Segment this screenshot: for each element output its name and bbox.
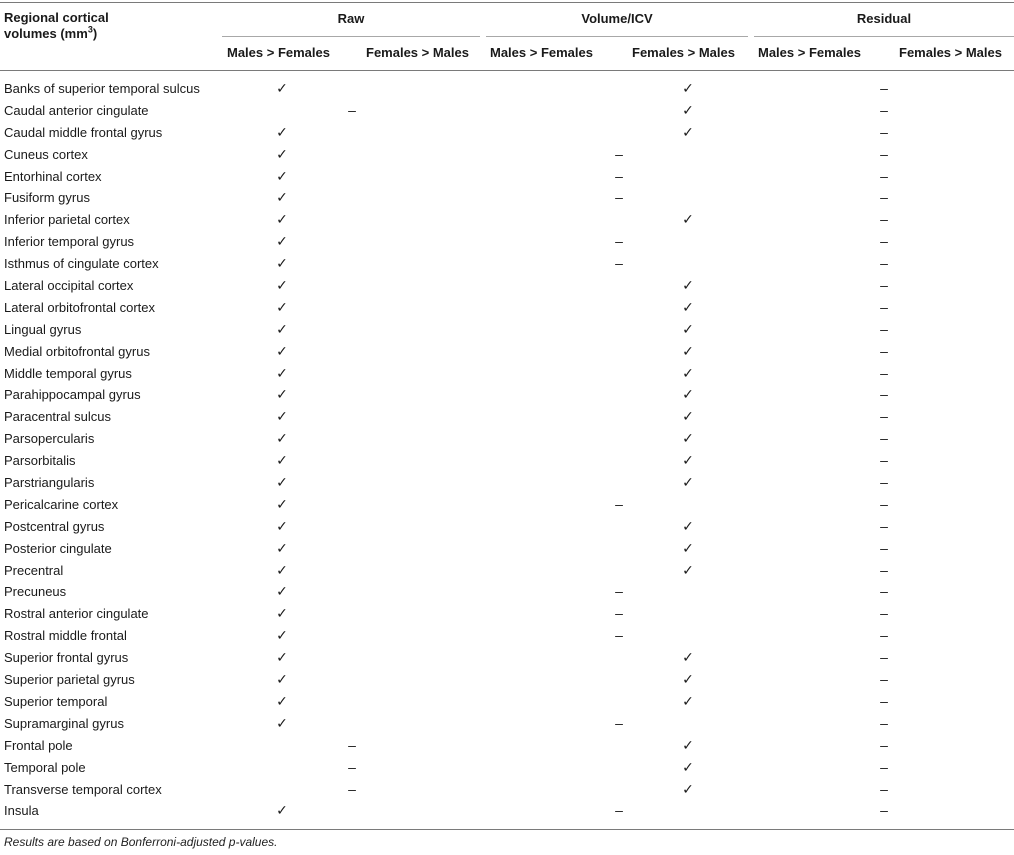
table-row: [0, 428, 1014, 450]
residual-mark: –: [880, 123, 888, 140]
row-label: Superior frontal gyrus: [4, 650, 129, 666]
table-row: [0, 713, 1014, 735]
raw-mark: ✓: [276, 255, 288, 272]
residual-mark: –: [880, 145, 888, 162]
row-label: Transverse temporal cortex: [4, 781, 162, 797]
raw-mark: ✓: [276, 649, 288, 666]
icv-mark: ✓: [682, 649, 694, 666]
icv-mark: –: [615, 233, 623, 250]
icv-mark: ✓: [682, 342, 694, 359]
residual-mark: –: [880, 802, 888, 819]
residual-mark: –: [880, 649, 888, 666]
icv-mark: ✓: [682, 101, 694, 118]
group-rule-residual: [754, 36, 1014, 37]
residual-mark: –: [880, 430, 888, 447]
raw-mark: ✓: [276, 605, 288, 622]
table-row: [0, 647, 1014, 669]
icv-mark: ✓: [682, 320, 694, 337]
icv-mark: ✓: [682, 671, 694, 688]
table-row: [0, 166, 1014, 188]
raw-mark: ✓: [276, 714, 288, 731]
residual-mark: –: [880, 780, 888, 797]
raw-mark: –: [348, 758, 356, 775]
icv-mark: ✓: [682, 561, 694, 578]
icv-mark: ✓: [682, 123, 694, 140]
residual-mark: –: [880, 474, 888, 491]
table-row: [0, 538, 1014, 560]
row-label: Inferior parietal cortex: [4, 212, 130, 228]
group-rule-raw: [222, 36, 480, 37]
table-row: [0, 516, 1014, 538]
row-label: Lateral orbitofrontal cortex: [4, 299, 156, 315]
raw-mark: ✓: [276, 583, 288, 600]
residual-mark: –: [880, 495, 888, 512]
raw-mark: ✓: [276, 517, 288, 534]
icv-mark: –: [615, 583, 623, 600]
raw-mark: –: [348, 736, 356, 753]
row-label: Cuneus cortex: [4, 146, 88, 162]
subheader-raw-females: Females > Males: [366, 45, 469, 60]
row-label-header-close: ): [92, 26, 98, 41]
icv-mark: ✓: [682, 408, 694, 425]
subheader-residual-males: Males > Females: [758, 45, 861, 60]
icv-mark: ✓: [682, 386, 694, 403]
row-label: Inferior temporal gyrus: [4, 234, 135, 250]
table-row: [0, 625, 1014, 647]
table-row: [0, 275, 1014, 297]
subheader-raw-males: Males > Females: [227, 45, 330, 60]
row-label: Superior parietal gyrus: [4, 672, 135, 688]
residual-mark: –: [880, 386, 888, 403]
residual-mark: –: [880, 517, 888, 534]
row-label: Precentral: [4, 562, 64, 578]
icv-mark: ✓: [682, 80, 694, 96]
raw-mark: ✓: [276, 539, 288, 556]
raw-mark: ✓: [276, 561, 288, 578]
residual-mark: –: [880, 189, 888, 206]
icv-mark: –: [615, 714, 623, 731]
icv-mark: ✓: [682, 736, 694, 753]
icv-mark: –: [615, 145, 623, 162]
residual-mark: –: [880, 452, 888, 469]
icv-mark: ✓: [682, 474, 694, 491]
raw-mark: –: [348, 101, 356, 118]
row-label: Parstriangularis: [4, 475, 95, 491]
row-label: Rostral middle frontal: [4, 628, 127, 644]
icv-mark: ✓: [682, 758, 694, 775]
raw-mark: –: [348, 780, 356, 797]
icv-mark: ✓: [682, 211, 694, 228]
raw-mark: ✓: [276, 430, 288, 447]
icv-mark: –: [615, 189, 623, 206]
raw-mark: ✓: [276, 386, 288, 403]
icv-mark: ✓: [682, 298, 694, 315]
residual-mark: –: [880, 255, 888, 272]
row-label: Supramarginal gyrus: [4, 715, 124, 731]
row-label: Caudal middle frontal gyrus: [4, 124, 163, 140]
table-row: [0, 187, 1014, 209]
group-header-volume-icv: Volume/ICV: [581, 11, 653, 26]
residual-mark: –: [880, 583, 888, 600]
table-row: [0, 472, 1014, 494]
group-header-residual: Residual: [856, 11, 912, 26]
raw-mark: ✓: [276, 233, 288, 250]
residual-mark: –: [880, 167, 888, 184]
row-label: Paracentral sulcus: [4, 409, 111, 425]
residual-mark: –: [880, 692, 888, 709]
raw-mark: ✓: [276, 277, 288, 294]
table-row: [0, 779, 1014, 801]
row-label: Entorhinal cortex: [4, 168, 102, 184]
table-row: [0, 800, 1014, 822]
raw-mark: ✓: [276, 692, 288, 709]
icv-mark: –: [615, 627, 623, 644]
residual-mark: –: [880, 605, 888, 622]
table-top-rule: [0, 2, 1014, 3]
icv-mark: ✓: [682, 780, 694, 797]
row-label: Lingual gyrus: [4, 321, 82, 337]
row-label: Parsorbitalis: [4, 453, 76, 469]
row-label: Parsopercularis: [4, 431, 95, 447]
residual-mark: –: [880, 539, 888, 556]
residual-mark: –: [880, 80, 888, 96]
raw-mark: ✓: [276, 211, 288, 228]
residual-mark: –: [880, 277, 888, 294]
table-row: [0, 735, 1014, 757]
icv-mark: ✓: [682, 430, 694, 447]
icv-mark: ✓: [682, 452, 694, 469]
table-row: [0, 100, 1014, 122]
raw-mark: ✓: [276, 408, 288, 425]
table-row: [0, 341, 1014, 363]
row-label: Lateral occipital cortex: [4, 278, 134, 294]
icv-mark: ✓: [682, 517, 694, 534]
residual-mark: –: [880, 364, 888, 381]
table-row: [0, 560, 1014, 582]
residual-mark: –: [880, 211, 888, 228]
raw-mark: ✓: [276, 364, 288, 381]
raw-mark: ✓: [276, 167, 288, 184]
residual-mark: –: [880, 233, 888, 250]
row-label: Pericalcarine cortex: [4, 496, 119, 512]
table-row: [0, 691, 1014, 713]
table-row: [0, 78, 1014, 100]
table-row: [0, 669, 1014, 691]
row-label-header-line1: Regional cortical: [4, 10, 109, 25]
residual-mark: –: [880, 671, 888, 688]
row-label: Rostral anterior cingulate: [4, 606, 149, 622]
row-label-header-line2: volumes (mm: [4, 26, 88, 41]
row-label-header: [4, 10, 109, 42]
row-label: Temporal pole: [4, 759, 86, 775]
icv-mark: –: [615, 255, 623, 272]
row-label: Superior temporal: [4, 693, 108, 709]
raw-mark: ✓: [276, 495, 288, 512]
icv-mark: –: [615, 167, 623, 184]
raw-mark: ✓: [276, 627, 288, 644]
table-row: [0, 231, 1014, 253]
raw-mark: ✓: [276, 189, 288, 206]
row-label: Middle temporal gyrus: [4, 365, 132, 381]
row-label: Frontal pole: [4, 737, 73, 753]
raw-mark: ✓: [276, 80, 288, 96]
table-row: [0, 384, 1014, 406]
row-label: Postcentral gyrus: [4, 518, 105, 534]
table-row: [0, 122, 1014, 144]
raw-mark: ✓: [276, 452, 288, 469]
residual-mark: –: [880, 101, 888, 118]
table-row: [0, 297, 1014, 319]
table-row: [0, 319, 1014, 341]
raw-mark: ✓: [276, 145, 288, 162]
row-label: Caudal anterior cingulate: [4, 102, 149, 118]
icv-mark: ✓: [682, 364, 694, 381]
table-row: [0, 757, 1014, 779]
residual-mark: –: [880, 714, 888, 731]
icv-mark: ✓: [682, 277, 694, 294]
raw-mark: ✓: [276, 123, 288, 140]
raw-mark: ✓: [276, 298, 288, 315]
table-row: [0, 494, 1014, 516]
table-bottom-rule: [0, 829, 1014, 830]
table-row: [0, 603, 1014, 625]
row-label: Fusiform gyrus: [4, 190, 90, 206]
residual-mark: –: [880, 758, 888, 775]
raw-mark: ✓: [276, 802, 288, 819]
residual-mark: –: [880, 408, 888, 425]
icv-mark: –: [615, 802, 623, 819]
residual-mark: –: [880, 298, 888, 315]
row-label: Posterior cingulate: [4, 540, 112, 556]
table-footnote: Results are based on Bonferroni-adjusted p-values.: [4, 835, 278, 849]
header-bottom-rule: [0, 70, 1014, 71]
table-row: [0, 406, 1014, 428]
table-row: [0, 209, 1014, 231]
subheader-icv-males: Males > Females: [490, 45, 593, 60]
residual-mark: –: [880, 320, 888, 337]
icv-mark: –: [615, 495, 623, 512]
group-rule-volume-icv: [486, 36, 748, 37]
icv-mark: –: [615, 605, 623, 622]
raw-mark: ✓: [276, 474, 288, 491]
row-label: Insula: [4, 803, 39, 819]
raw-mark: ✓: [276, 320, 288, 337]
group-header-raw: Raw: [337, 11, 365, 26]
row-label: Parahippocampal gyrus: [4, 387, 141, 403]
raw-mark: ✓: [276, 342, 288, 359]
row-label: Precuneus: [4, 584, 67, 600]
table-row: [0, 253, 1014, 275]
table-row: [0, 581, 1014, 603]
residual-mark: –: [880, 342, 888, 359]
table-row: [0, 450, 1014, 472]
residual-mark: –: [880, 561, 888, 578]
row-label: Isthmus of cingulate cortex: [4, 256, 159, 272]
subheader-icv-females: Females > Males: [632, 45, 735, 60]
icv-mark: ✓: [682, 539, 694, 556]
table-body: [0, 78, 1014, 822]
table-row: [0, 363, 1014, 385]
subheader-residual-females: Females > Males: [899, 45, 1002, 60]
row-label: Banks of superior temporal sulcus: [4, 81, 200, 96]
row-label: Medial orbitofrontal gyrus: [4, 343, 150, 359]
icv-mark: ✓: [682, 692, 694, 709]
residual-mark: –: [880, 736, 888, 753]
table-row: [0, 144, 1014, 166]
raw-mark: ✓: [276, 671, 288, 688]
residual-mark: –: [880, 627, 888, 644]
row-label-header-sup: 3: [87, 24, 93, 35]
